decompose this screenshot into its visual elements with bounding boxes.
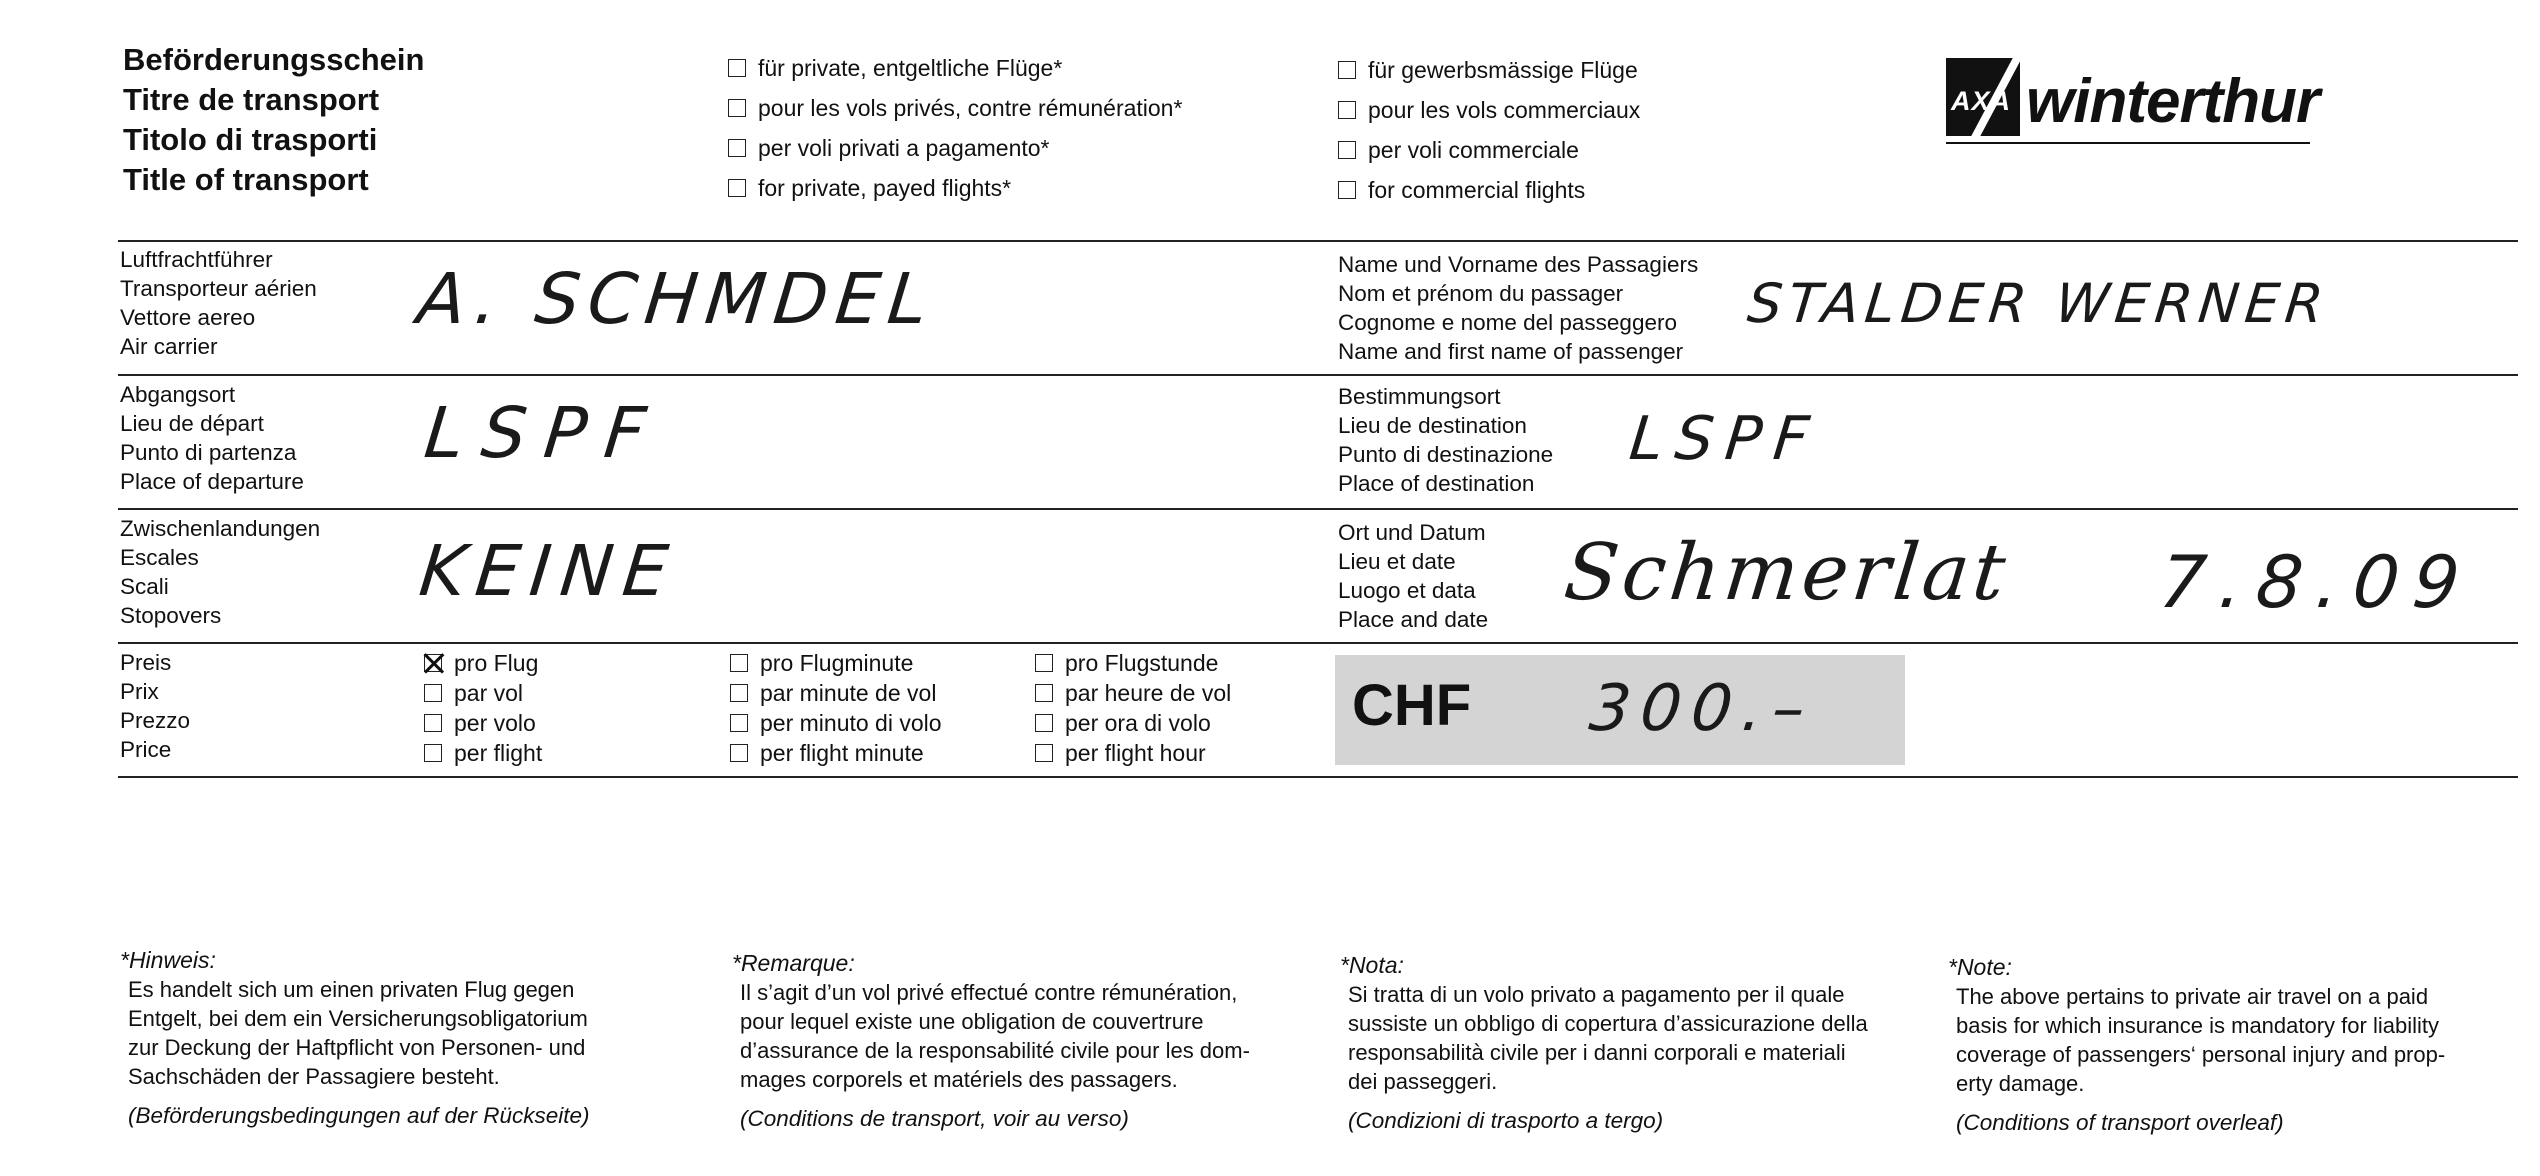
note-it: *Nota: Si tratta di un volo privato a pagamento per il quale sussiste un obbligo di copertura d’assicurazione della responsabilità civile per i danni corporali e materiali dei passeggeri. (Condizioni di trasporto a tergo) — [1340, 950, 1920, 1136]
per-hour-checkbox[interactable] — [1035, 714, 1053, 732]
per-flight-checkbox[interactable] — [424, 744, 442, 762]
title-fr: Titre de transport — [123, 82, 380, 117]
date-value[interactable]: 7.8.09 — [2155, 540, 2478, 624]
commercial-option-de: für gewerbsmässige Flüge — [1338, 50, 1640, 90]
note-it-head: *Nota: — [1340, 952, 1404, 978]
private-option-de: für private, entgeltliche Flüge* — [728, 48, 1182, 88]
private-flight-option[interactable] — [728, 48, 1182, 208]
note-en: *Note: The above pertains to private air travel on a paid basis for which insurance is mandatory for liability coverage of passengers‘ personal injury and prop- erty damage. (Conditions of transport overleaf) — [1948, 952, 2528, 1138]
title-de: Beförderungsschein — [123, 42, 425, 77]
note-en-head: *Note: — [1948, 954, 2012, 980]
per-flight-checkbox[interactable] — [424, 684, 442, 702]
stopovers-labels: Zwischenlandungen Escales Scali Stopovers — [120, 516, 321, 628]
destination-labels: Bestimmungsort Lieu de destination Punto di destinazione Place of destination — [1338, 384, 1554, 496]
stopovers-value[interactable]: KEINE — [415, 530, 682, 612]
logo-underline — [1946, 142, 2310, 144]
price-per-hour-option[interactable]: pro Flugstunde par heure de vol per ora di volo per flight hour — [1035, 648, 1231, 768]
note-de: *Hinweis: Es handelt sich um einen privaten Flug gegen Entgelt, bei dem ein Versicherungsobligatorium zur Deckung der Haftpflicht von Personen- und Sachschäden der Passagiere besteht. (Beförderungsbedingungen auf der Rückseite) — [120, 945, 680, 1131]
title-it: Titolo di trasporti — [123, 122, 378, 157]
commercial-checkbox[interactable] — [1338, 141, 1356, 159]
title-en: Title of transport — [123, 162, 369, 197]
private-checkbox[interactable] — [728, 139, 746, 157]
winterthur-logo-text: winterthur — [2026, 67, 2320, 136]
commercial-checkbox[interactable] — [1338, 181, 1356, 199]
per-minute-checkbox[interactable] — [730, 684, 748, 702]
private-option-it: per voli privati a pagamento* — [728, 128, 1182, 168]
place-date-labels: Ort und Datum Lieu et date Luogo et data Place and date — [1338, 520, 1489, 632]
note-it-foot: (Condizioni di trasporto a tergo) — [1348, 1108, 1664, 1133]
per-flight-checkbox[interactable] — [424, 714, 442, 732]
destination-value[interactable]: LSPF — [1626, 404, 1824, 474]
note-de-head: *Hinweis: — [120, 947, 216, 973]
private-checkbox[interactable] — [728, 59, 746, 77]
per-minute-checkbox[interactable] — [730, 714, 748, 732]
note-fr-foot: (Conditions de transport, voir au verso) — [740, 1106, 1129, 1131]
carrier-labels: Luftfrachtführer Transporteur aérien Vettore aereo Air carrier — [120, 247, 317, 359]
divider — [118, 642, 2518, 644]
departure-value[interactable]: LSPF — [420, 392, 668, 474]
price-per-flight-option[interactable]: pro Flug par vol per volo per flight — [424, 648, 542, 768]
commercial-checkbox[interactable] — [1338, 101, 1356, 119]
per-hour-checkbox[interactable] — [1035, 684, 1053, 702]
per-flight-checkbox[interactable] — [424, 654, 442, 672]
commercial-option-fr: pour les vols commerciaux — [1338, 90, 1640, 130]
place-value[interactable]: Schmerlat — [1560, 528, 2014, 618]
per-hour-checkbox[interactable] — [1035, 744, 1053, 762]
private-checkbox[interactable] — [728, 179, 746, 197]
note-fr: *Remarque: Il s’agit d’un vol privé effectué contre rémunération, pour lequel existe une obligation de couvertrure d’assurance de la responsabilité civile pour les dom- mages corporels et matériels des passagers. (Conditions de transport, voir au verso) — [732, 948, 1312, 1134]
departure-labels: Abgangsort Lieu de départ Punto di partenza Place of departure — [120, 382, 304, 494]
private-option-fr: pour les vols privés, contre rémunération* — [728, 88, 1182, 128]
commercial-option-it: per voli commerciale — [1338, 130, 1640, 170]
commercial-flight-option[interactable] — [1338, 50, 1640, 210]
note-de-foot: (Beförderungsbedingungen auf der Rückseite) — [128, 1103, 590, 1128]
document-title-block — [123, 40, 424, 200]
commercial-option-en: for commercial flights — [1338, 170, 1640, 210]
note-en-foot: (Conditions of transport overleaf) — [1956, 1110, 2284, 1135]
passenger-labels: Name und Vorname des Passagiers Nom et prénom du passager Cognome e nome del passeggero Name and first name of passenger — [1338, 252, 1699, 364]
price-per-minute-option[interactable]: pro Flugminute par minute de vol per minuto di volo per flight minute — [730, 648, 942, 768]
commercial-checkbox[interactable] — [1338, 61, 1356, 79]
currency-label: CHF — [1352, 673, 1472, 738]
note-fr-head: *Remarque: — [732, 950, 855, 976]
axa-logo-text: AXA — [1951, 86, 2012, 116]
private-option-en: for private, payed flights* — [728, 168, 1182, 208]
price-amount[interactable]: 300.– — [1586, 672, 1819, 746]
carrier-value[interactable]: A. SCHMDEL — [413, 258, 940, 340]
divider — [118, 240, 2518, 242]
divider — [118, 776, 2518, 778]
private-checkbox[interactable] — [728, 99, 746, 117]
per-minute-checkbox[interactable] — [730, 654, 748, 672]
divider — [118, 374, 2518, 376]
divider — [118, 508, 2518, 510]
per-minute-checkbox[interactable] — [730, 744, 748, 762]
per-hour-checkbox[interactable] — [1035, 654, 1053, 672]
price-labels: Preis Prix Prezzo Price — [120, 650, 191, 762]
passenger-value[interactable]: STALDER WERNER — [1744, 272, 2333, 335]
